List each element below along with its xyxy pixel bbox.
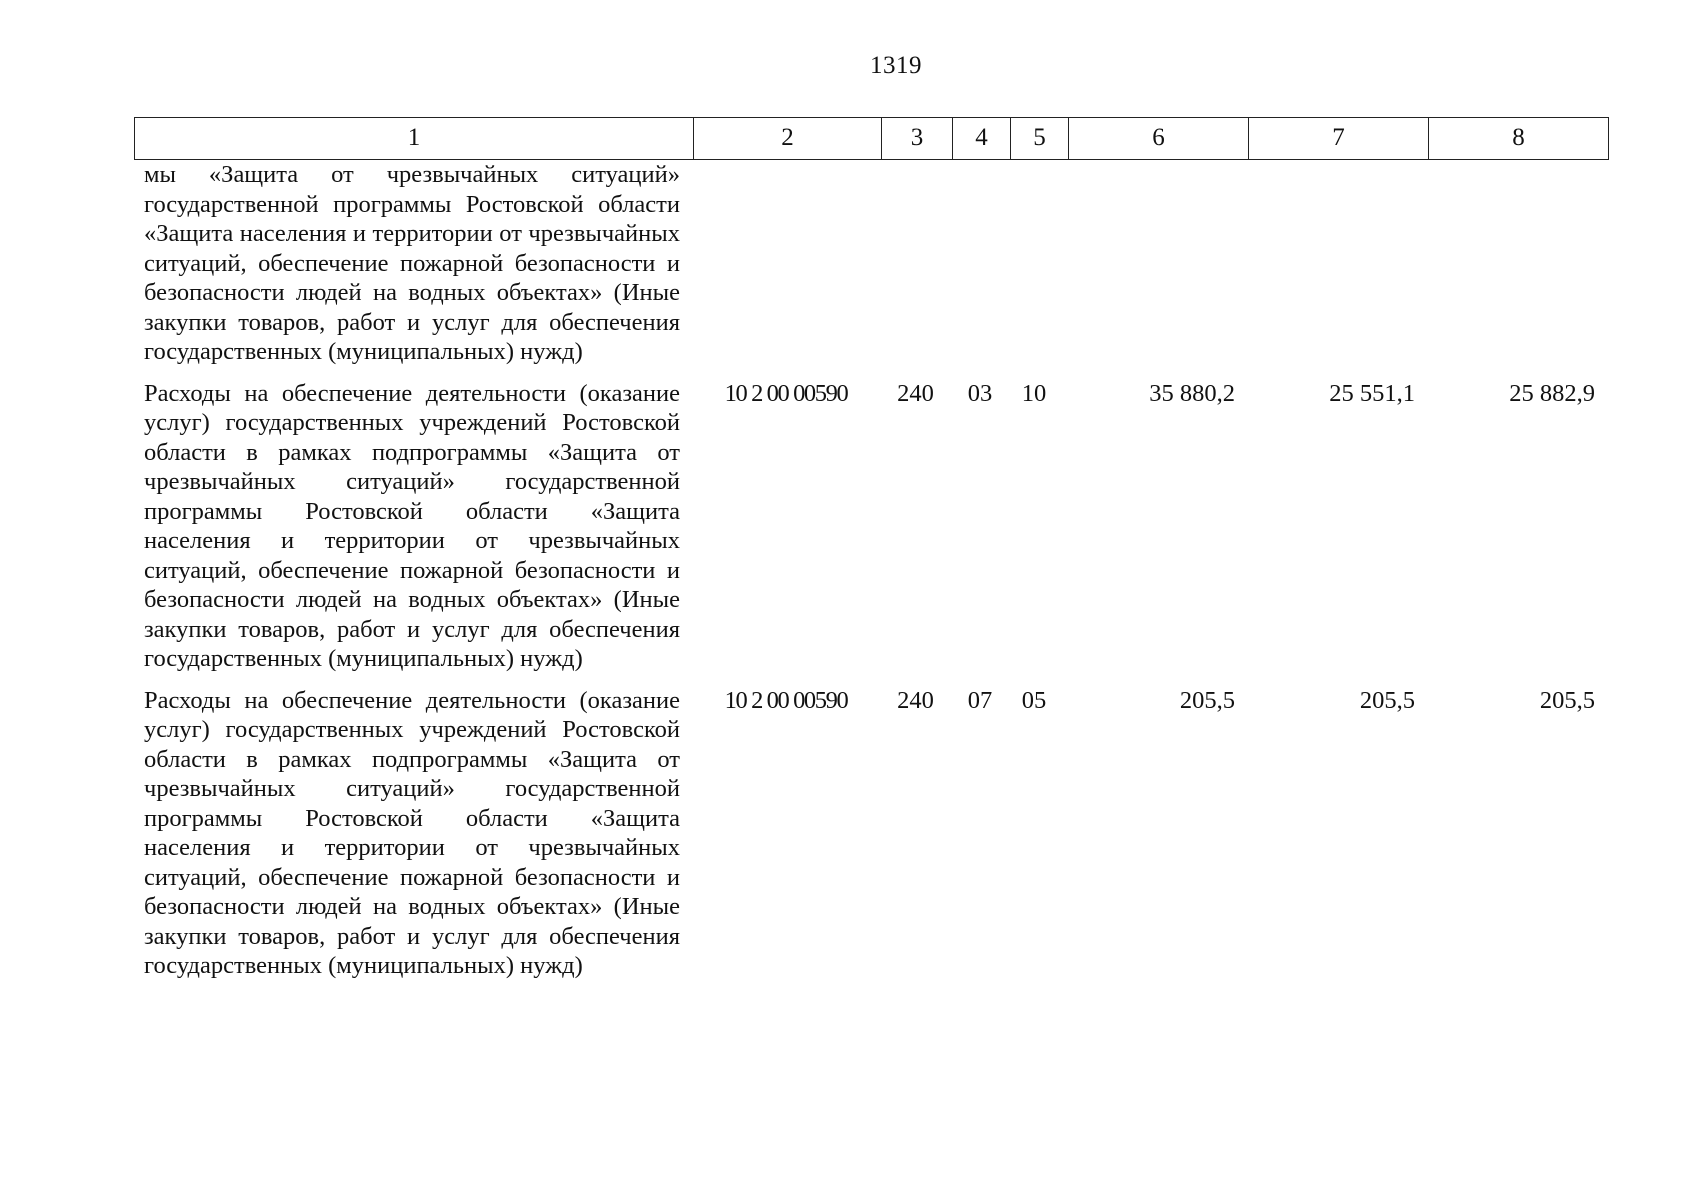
row-value-1 bbox=[1067, 160, 1247, 367]
row-value-1: 205,5 bbox=[1179, 686, 1235, 714]
row-subsection: 10 bbox=[1021, 379, 1047, 407]
column-header-8: 8 bbox=[1428, 118, 1608, 159]
row-value-1: 35 880,2 bbox=[1149, 379, 1235, 407]
row-value-2: 25 551,1 bbox=[1329, 379, 1415, 407]
row-description: Расходы на обеспечение деятельности (оказание услуг) государственных учреждений Ростовской области в рамках подпрограммы «Защита от чрезвычайных ситуаций» государственной программы Ростовской области «Защита населения и территории от чрезвычайных ситуаций, обеспечение пожарной безопасности и безопасности людей на водных объектах» (Иные закупки товаров, работ и услуг для обеспечения государственных (муниципальных) нужд) bbox=[144, 379, 680, 672]
row-description: мы «Защита от чрезвычайных ситуаций» государственной программы Ростовской области «Защита населения и территории от чрезвычайных ситуаций, обеспечение пожарной безопасности и безопасности людей на водных объектах» (Иные закупки товаров, работ и услуг для обеспечения государственных (муниципальных) нужд) bbox=[144, 161, 680, 365]
row-target-code: 10 2 00 00590 bbox=[724, 379, 848, 407]
column-header-7: 7 bbox=[1248, 118, 1428, 159]
row-subsection: 05 bbox=[1021, 686, 1047, 714]
column-header-5: 5 bbox=[1010, 118, 1068, 159]
table-body bbox=[134, 160, 1607, 993]
column-header-1: 1 bbox=[407, 124, 421, 151]
row-value-3 bbox=[1427, 160, 1607, 367]
table-row bbox=[134, 160, 1607, 367]
row-section bbox=[951, 160, 1009, 367]
column-header-6: 6 bbox=[1068, 118, 1248, 159]
row-value-2 bbox=[1247, 160, 1427, 367]
row-expense-type: 240 bbox=[897, 379, 934, 407]
table-header bbox=[134, 117, 1609, 160]
column-header-2: 2 bbox=[693, 118, 881, 159]
row-expense-type: 240 bbox=[897, 686, 934, 714]
row-value-3: 205,5 bbox=[1539, 686, 1595, 714]
row-expense-type bbox=[880, 160, 951, 367]
table-row bbox=[134, 686, 1607, 981]
row-subsection bbox=[1009, 160, 1067, 367]
column-header-3: 3 bbox=[881, 118, 952, 159]
page-number: 1319 bbox=[870, 52, 922, 79]
row-description: Расходы на обеспечение деятельности (оказание услуг) государственных учреждений Ростовской области в рамках подпрограммы «Защита от чрезвычайных ситуаций» государственной программы Ростовской области «Защита населения и территории от чрезвычайных ситуаций, обеспечение пожарной безопасности и безопасности людей на водных объектах» (Иные закупки товаров, работ и услуг для обеспечения государственных (муниципальных) нужд) bbox=[144, 686, 680, 979]
row-value-3: 25 882,9 bbox=[1509, 379, 1595, 407]
row-section: 07 bbox=[967, 686, 993, 714]
row-value-2: 205,5 bbox=[1359, 686, 1415, 714]
table-row bbox=[134, 379, 1607, 674]
column-header-4: 4 bbox=[952, 118, 1010, 159]
row-target-code bbox=[692, 160, 880, 367]
row-section: 03 bbox=[967, 379, 993, 407]
row-target-code: 10 2 00 00590 bbox=[724, 686, 848, 714]
